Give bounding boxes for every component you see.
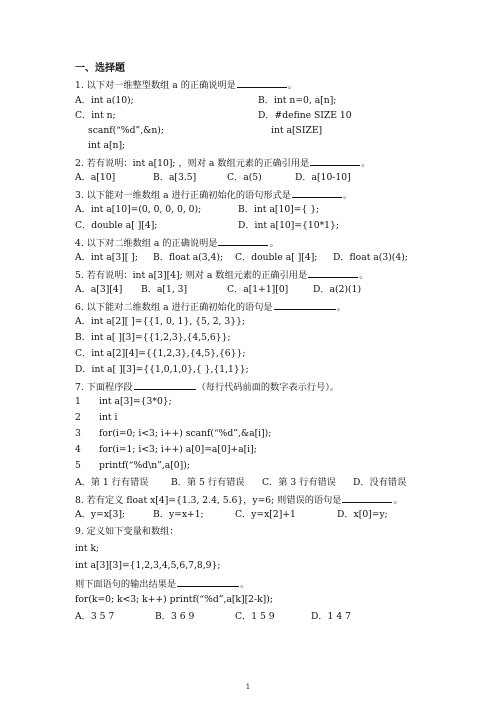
- answer-blank: [292, 188, 342, 198]
- question-1-stem: [75, 78, 297, 92]
- option-a: A．a[3][4]: [75, 284, 123, 295]
- question-2-text: 2. 若有说明：int a[10]; ，则对 a 数组元素的正确引用是: [75, 158, 310, 169]
- option-c: C．double a[ ][4];: [75, 220, 158, 231]
- code-text: int a[3]={3*0};: [99, 396, 172, 407]
- option-a: A．第 1 行有错误: [75, 477, 149, 488]
- page-number: 1: [245, 683, 251, 691]
- question-9-prompt: [75, 577, 249, 591]
- question-6-end: 。: [336, 302, 346, 313]
- option-d: D．int a[10]={10*1};: [238, 220, 339, 231]
- option-b: B．3 6 9: [155, 611, 195, 622]
- option-d: D．a[10-10]: [295, 172, 351, 183]
- option-c: C．double a[ ][4];: [235, 252, 318, 263]
- option-b: B．int a[ ][3]={{1,2,3},{4,5,6}};: [75, 332, 231, 343]
- answer-blank: [342, 493, 392, 503]
- code-line: int k;: [75, 543, 100, 554]
- question-3-text: 3. 以下能对一维数组 a 进行正确初始化的语句形式是: [75, 190, 291, 201]
- option-a: A．int a[3][ ];: [75, 252, 138, 263]
- option-c: C．a(5): [227, 172, 262, 183]
- question-8-end: 。: [393, 495, 403, 506]
- option-b: B．a[3.5]: [153, 172, 197, 183]
- option-a: A．int a[10]=(0, 0, 0, 0, 0);: [75, 204, 202, 215]
- option-d: D．#define SIZE 10: [258, 110, 352, 121]
- option-a: A．3 5 7: [75, 611, 115, 622]
- answer-blank: [134, 380, 196, 390]
- question-9-stem: 9. 定义如下变量和数组：: [75, 526, 179, 537]
- option-b: B．y=x+1;: [153, 509, 204, 520]
- question-5-text: 5. 若有说明：int a[3][4]; 则对 a 数组元素的正确引用是: [75, 270, 308, 281]
- question-7-text: 7. 下面程序段: [75, 382, 133, 393]
- code-line: for(k=0; k<3; k++) printf(“%d”,a[k][2-k]);: [75, 594, 273, 605]
- code-line: int a[3][3]={1,2,3,4,5,6,7,8,9};: [75, 560, 221, 571]
- option-c: C．y=x[2]+1: [235, 509, 296, 520]
- question-6-text: 6. 以下能对二维数组 a 进行正确初始化的语句是: [75, 302, 273, 313]
- code-line: [75, 396, 172, 408]
- answer-blank: [308, 268, 358, 278]
- answer-blank: [310, 156, 360, 166]
- option-d: D．x[0]=y;: [337, 509, 388, 520]
- question-8-text: 8. 若有定义 float x[4]={1.3, 2.4, 5.6}，y=6; 则错误的语句是: [75, 495, 342, 506]
- line-number: 5: [75, 460, 81, 471]
- answer-blank: [237, 78, 287, 88]
- code-line: [75, 428, 271, 440]
- option-a: A．int a[2][ ]={{1, 0, 1}, {5, 2, 3}};: [75, 316, 246, 327]
- option-c: C．1 5 9: [235, 611, 275, 622]
- option-b: B．int n=0, a[n];: [258, 95, 337, 106]
- question-5-stem: [75, 268, 368, 282]
- code-text: for(i=1; i<3; i++) a[0]=a[0]+a[i];: [99, 444, 257, 455]
- option-a: A．y=x[3];: [75, 509, 126, 520]
- question-3-end: 。: [342, 190, 353, 201]
- question-9-end: 。: [240, 579, 250, 590]
- code-text: printf(“%d\n”,a[0]);: [99, 460, 190, 471]
- option-d: D．1 4 7: [311, 611, 351, 622]
- option-b: B．a[1, 3]: [141, 284, 188, 295]
- question-7-end: （每行代码前面的数字表示行号）。: [196, 382, 340, 393]
- option-b: B．第 5 行有错误: [171, 477, 245, 488]
- option-d-line2: int a[SIZE]: [271, 125, 323, 136]
- answer-blank: [274, 300, 336, 310]
- option-c: C．a[1+1][0]: [227, 284, 289, 295]
- option-c-line2: scanf(“%d”,&n);: [88, 125, 164, 136]
- option-d: D．int a[ ][3]={{1,0,1,0},{ },{1,1}};: [75, 364, 249, 375]
- line-number: 1: [75, 396, 81, 407]
- option-d: D．没有错误: [353, 477, 407, 488]
- question-5-end: 。: [359, 270, 369, 281]
- option-a: A．int a(10);: [75, 95, 134, 106]
- code-text: for(i=0; i<3; i++) scanf(“%d”,&a[i]);: [99, 428, 272, 439]
- question-4-stem: [75, 236, 279, 250]
- option-c: C．第 3 行有错误: [262, 477, 336, 488]
- option-c: C．int n;: [75, 110, 116, 121]
- answer-blank: [218, 236, 268, 246]
- option-d: D．float a(3)(4);: [333, 252, 408, 263]
- answer-blank: [177, 577, 239, 587]
- question-1-end: 。: [287, 80, 298, 91]
- question-4-text: 4. 以下对二维数组 a 的正确说明是: [75, 238, 218, 249]
- question-7-stem: [75, 380, 339, 394]
- section-heading: 一、选择题: [75, 63, 125, 74]
- question-1-text: 1. 以下对一维整型数组 a 的正确说明是: [75, 80, 236, 91]
- option-c: C．int a[2][4]={{1,2,3},{4,5},{6}};: [75, 348, 246, 359]
- question-2-stem: [75, 156, 370, 170]
- question-6-stem: [75, 300, 346, 314]
- question-2-end: 。: [361, 158, 371, 169]
- question-3-stem: [75, 188, 352, 202]
- option-a: A．a[10]: [75, 172, 116, 183]
- line-number: 2: [75, 412, 81, 423]
- line-number: 4: [75, 444, 81, 455]
- line-number: 3: [75, 428, 81, 439]
- code-line: [75, 412, 117, 424]
- option-c-line3: int a[n];: [88, 140, 126, 151]
- code-line: [75, 444, 257, 456]
- code-text: int i: [99, 412, 118, 423]
- option-b: B．float a(3,4);: [153, 252, 224, 263]
- question-9-text: 则下面语句的输出结果是: [75, 579, 177, 590]
- question-8-stem: [75, 493, 403, 507]
- option-b: B．int a[10]={ };: [238, 204, 320, 215]
- option-d: D．a(2)(1): [313, 284, 362, 295]
- question-4-end: 。: [269, 238, 279, 249]
- code-line: [75, 460, 190, 472]
